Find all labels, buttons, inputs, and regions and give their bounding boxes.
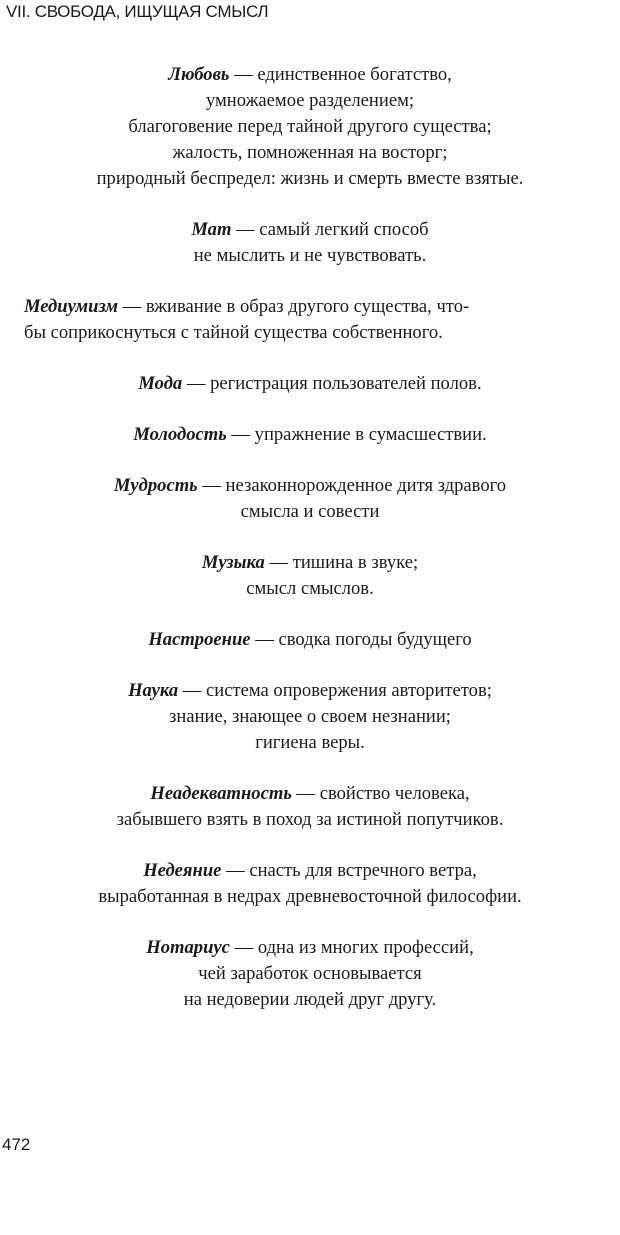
entry-definition-line: смысл смыслов. xyxy=(246,578,374,599)
entry-term: Мода xyxy=(138,373,183,394)
entry-definition-line: — единственное богатство, xyxy=(229,64,452,85)
entry-term: Медиумизм xyxy=(24,296,119,317)
entry-first-line xyxy=(8,62,612,88)
entry-term: Музыка xyxy=(201,552,265,573)
entry-term: Молодость xyxy=(133,424,227,445)
entry-definition-line: забывшего взять в поход за истиной попутчиков. xyxy=(116,809,504,830)
entry-definition-line: бы соприкоснуться с тайной существа собственного. xyxy=(24,322,443,343)
entry-definition-line: — одна из многих профессий, xyxy=(229,937,474,958)
entry-first-line xyxy=(24,294,606,320)
entry-definition-line: — снасть для встречного ветра, xyxy=(221,860,477,881)
entry-definition-line: на недоверии людей друг другу. xyxy=(183,989,437,1010)
entry-definition-line: жалость, помноженная на восторг; xyxy=(172,142,448,163)
entry-term: Наука xyxy=(128,680,179,701)
entry-first-line xyxy=(8,473,612,499)
entry-term: Недеяние xyxy=(143,860,222,881)
entry-first-line xyxy=(8,781,612,807)
entry-term: Мудрость xyxy=(113,475,198,496)
entry-first-line xyxy=(8,627,612,653)
entry-first-line xyxy=(8,935,612,961)
entry xyxy=(0,550,620,602)
entry xyxy=(0,294,620,346)
entry xyxy=(0,935,620,1013)
entry-first-line xyxy=(8,678,612,704)
entry-term: Любовь xyxy=(168,64,230,85)
entry-definition-line: — система опровержения авторитетов; xyxy=(178,680,492,701)
entry-definition-line: — незаконнорожденное дитя здравого xyxy=(197,475,507,496)
entry-definition-line: не мыслить и не чувствовать. xyxy=(193,245,427,266)
entry xyxy=(0,371,620,397)
entry-definition-line: — сводка погоды будущего xyxy=(250,629,472,650)
entry-term: Мат xyxy=(191,219,232,240)
entry-term: Настроение xyxy=(148,629,251,650)
entry-definition-line: — вживание в образ другого существа, что- xyxy=(118,296,470,317)
entry xyxy=(0,678,620,756)
entry-definition-line: умножаемое разделением; xyxy=(205,90,415,111)
entry-definition-line: знание, знающее о своем незнании; xyxy=(169,706,451,727)
entry-term: Неадекватность xyxy=(150,783,292,804)
entry-first-line xyxy=(8,371,612,397)
entry xyxy=(0,422,620,448)
running-head: VII. СВОБОДА, ИЩУЩАЯ СМЫСЛ xyxy=(6,2,269,21)
entry-definition-line: гигиена веры. xyxy=(255,732,365,753)
entry-definition-line: — самый легкий способ xyxy=(231,219,429,240)
entry-definition-line: — регистрация пользователей полов. xyxy=(182,373,482,394)
entry xyxy=(0,473,620,525)
entry-definition-line: — тишина в звуке; xyxy=(264,552,419,573)
entry-first-line xyxy=(8,422,612,448)
entry-first-line xyxy=(8,858,612,884)
page-number: 472 xyxy=(2,1135,31,1154)
entry-definition-line: чей заработок основывается xyxy=(198,963,422,984)
entry-definition-line: природный беспредел: жизнь и смерть вместе взятые. xyxy=(96,168,524,189)
entry-term: Нотариус xyxy=(146,937,230,958)
entry xyxy=(0,858,620,910)
entry-definition-line: — свойство человека, xyxy=(291,783,470,804)
entry xyxy=(0,62,620,192)
entry xyxy=(0,627,620,653)
entry-definition-line: выработанная в недрах древневосточной философии. xyxy=(98,886,522,907)
entry-definition-line: смысла и совести xyxy=(240,501,380,522)
entry-definition-line: благоговение перед тайной другого существа; xyxy=(128,116,492,137)
entry xyxy=(0,217,620,269)
entry xyxy=(0,781,620,833)
entry-first-line xyxy=(8,217,612,243)
entry-first-line xyxy=(8,550,612,576)
entry-definition-line: — упражнение в сумасшествии. xyxy=(226,424,487,445)
dictionary-entries xyxy=(0,62,620,1038)
